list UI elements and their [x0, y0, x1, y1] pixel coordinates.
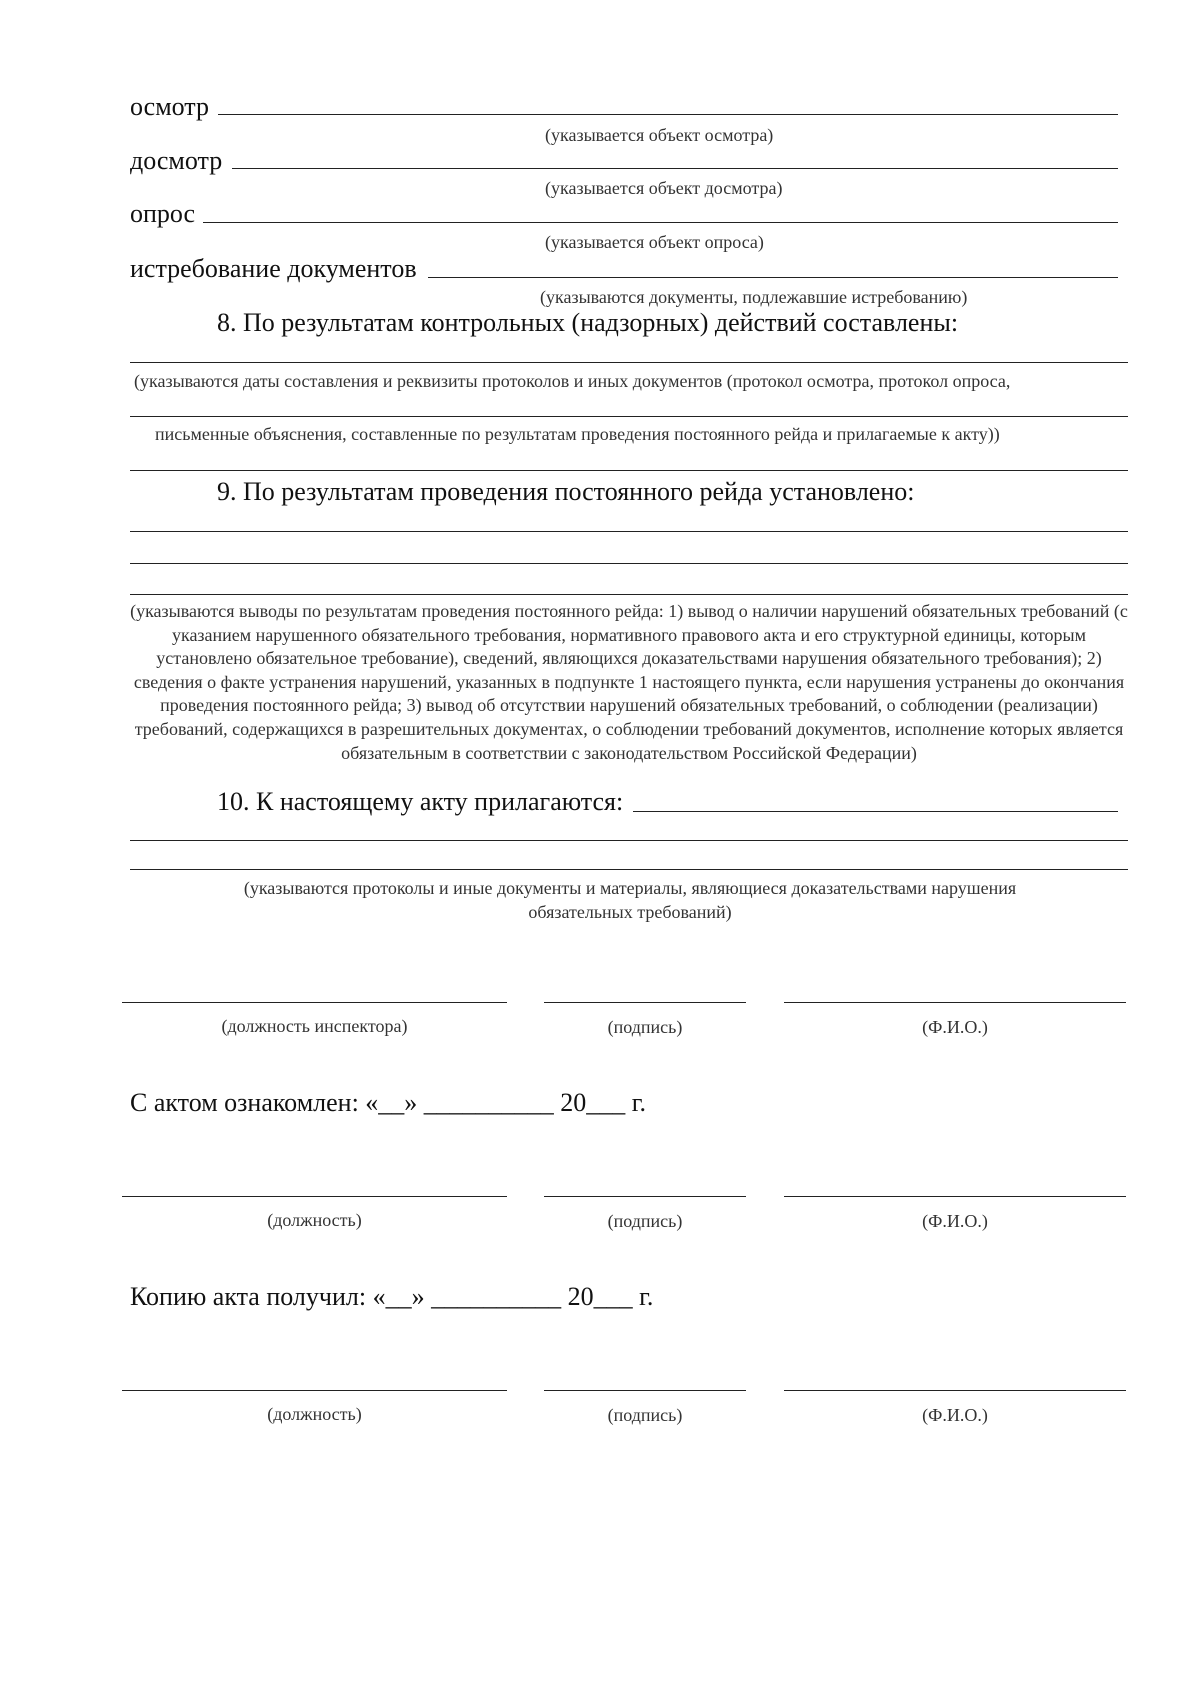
acquainted-position-field[interactable] — [122, 1196, 507, 1197]
copy-signature-field[interactable] — [544, 1390, 746, 1391]
section9-field-3[interactable] — [130, 594, 1128, 595]
inspector-position-caption: (должность инспектора) — [221, 1016, 408, 1036]
section10-heading: 10. К настоящему акту прилагаются: — [217, 787, 624, 816]
inspector-signature-caption: (подпись) — [607, 1017, 683, 1037]
copy-name-field[interactable] — [784, 1390, 1126, 1391]
section8-hint-line2: письменные объяснения, составленные по результатам проведения постоянного рейда и прилагаемые к акту)) — [155, 424, 1000, 444]
section10-field-inline[interactable] — [633, 811, 1118, 812]
section8-heading: 8. По результатам контрольных (надзорных) действий составлены: — [217, 308, 959, 337]
copy-position-caption: (должность) — [267, 1404, 362, 1424]
action-hint-inspection: (указывается объект осмотра) — [545, 125, 774, 145]
acquainted-signature-caption: (подпись) — [607, 1211, 683, 1231]
section8-hint-line1: (указываются даты составления и реквизиты протоколов и иных документов (протокол осмотра, протокол опроса, — [134, 371, 1011, 391]
action-field-inspection[interactable] — [218, 114, 1118, 115]
action-field-search[interactable] — [232, 168, 1118, 169]
action-label-documents: истребование документов — [130, 254, 417, 283]
inspector-name-caption: (Ф.И.О.) — [922, 1017, 988, 1037]
section10-field-2[interactable] — [130, 869, 1128, 870]
acquainted-position-caption: (должность) — [267, 1210, 362, 1230]
section8-field-3[interactable] — [130, 470, 1128, 471]
section9-hint: (указываются выводы по результатам проведения постоянного рейда: 1) вывод о наличии нарушений обязательных требований (с указанием нарушенного обязательного требования, нормативного правового акта и его структурной единицы, которым установлено обязательное требование), сведений, являющихся доказательствами нарушения обязательного требования); 2) сведения о факте устранения нарушений, указанных в подпункте 1 настоящего пункта, если нарушения устранены до окончания проведения постоянного рейда; 3) вывод об отсутствии нарушений обязательных требований, о соблюдении (реализации) требований, содержащихся в разрешительных документах, о соблюдении требований документов, исполнение которых является обязательным в соответствии с законодательством Российской Федерации) — [130, 601, 1128, 763]
inspector-signature-field[interactable] — [544, 1002, 746, 1003]
acquainted-line: С актом ознакомлен: «__» __________ 20___ г. — [130, 1088, 647, 1117]
action-hint-search: (указывается объект досмотра) — [545, 178, 783, 198]
action-hint-documents: (указываются документы, подлежавшие истребованию) — [540, 287, 968, 307]
copy-position-field[interactable] — [122, 1390, 507, 1391]
action-label-search: досмотр — [130, 146, 223, 175]
action-field-documents[interactable] — [428, 277, 1118, 278]
section8-field-1[interactable] — [130, 362, 1128, 363]
copy-received-line: Копию акта получил: «__» __________ 20___ г. — [130, 1282, 654, 1311]
acquainted-signature-field[interactable] — [544, 1196, 746, 1197]
action-label-survey: опрос — [130, 199, 196, 228]
section9-field-2[interactable] — [130, 563, 1128, 564]
inspector-position-field[interactable] — [122, 1002, 507, 1003]
section9-field-1[interactable] — [130, 531, 1128, 532]
section10-hint: (указываются протоколы и иные документы и материалы, являющиеся доказательствами нарушения обязательных требований) — [243, 878, 1017, 922]
section9-heading: 9. По результатам проведения постоянного рейда установлено: — [217, 477, 915, 506]
copy-name-caption: (Ф.И.О.) — [922, 1405, 988, 1425]
section10-field-1[interactable] — [130, 840, 1128, 841]
acquainted-name-caption: (Ф.И.О.) — [922, 1211, 988, 1231]
inspector-name-field[interactable] — [784, 1002, 1126, 1003]
action-hint-survey: (указывается объект опроса) — [545, 232, 764, 252]
action-label-inspection: осмотр — [130, 92, 209, 121]
section8-field-2[interactable] — [130, 416, 1128, 417]
acquainted-name-field[interactable] — [784, 1196, 1126, 1197]
copy-signature-caption: (подпись) — [607, 1405, 683, 1425]
action-field-survey[interactable] — [203, 222, 1118, 223]
